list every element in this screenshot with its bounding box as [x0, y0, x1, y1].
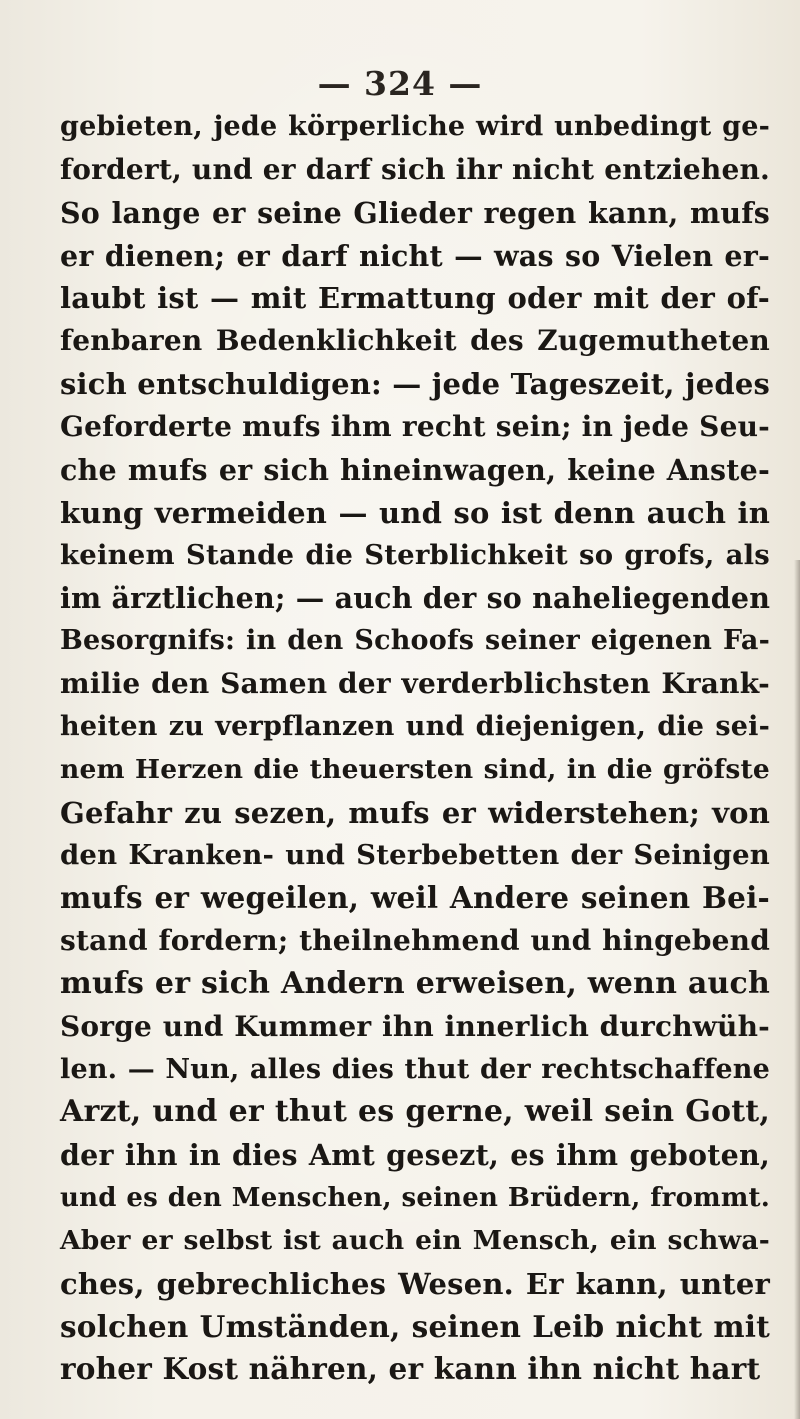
- text-line: Sorge und Kummer ihn innerlich durchwüh-: [60, 1009, 770, 1043]
- text-line: Arzt, und er thut es gerne, weil sein Gott,: [60, 1094, 770, 1130]
- text-line: er dienen; er darf nicht — was so Vielen er-: [60, 238, 770, 273]
- text-line: laubt ist — mit Ermattung oder mit der of-: [60, 281, 770, 316]
- text-line: den Kranken- und Sterbebetten der Seinigen: [60, 839, 770, 872]
- text-line: fenbaren Bedenklichkeit des Zugemutheten: [60, 324, 770, 358]
- text-line: gebieten, jede körperliche wird unbedingt ge-: [60, 111, 770, 142]
- text-line: mufs er wegeilen, weil Andere seinen Bei-: [60, 880, 770, 916]
- page-number-header: — 324 —: [317, 64, 483, 103]
- text-line: ches, gebrechliches Wesen. Er kann, unter: [60, 1266, 770, 1301]
- text-line: im ärztlichen; — auch der so naheliegenden: [60, 581, 771, 616]
- text-line: milie den Samen der verderblichsten Krank-: [60, 666, 770, 700]
- text-line: Aber er selbst ist auch ein Mensch, ein schwa-: [60, 1224, 770, 1256]
- text-line: kung vermeiden — und so ist denn auch in: [60, 495, 770, 530]
- text-line: mufs er sich Andern erweisen, wenn auch: [60, 965, 770, 1001]
- page-edge-shadow: [794, 560, 800, 1419]
- text-line: che mufs er sich hineinwagen, keine Anste-: [60, 452, 770, 487]
- text-line: solchen Umständen, seinen Leib nicht mit: [60, 1308, 770, 1344]
- text-line: stand fordern; theilnehmend und hingebend: [60, 924, 770, 958]
- text-line: und es den Menschen, seinen Brüdern, frommt.: [60, 1183, 770, 1214]
- text-line: der ihn in dies Amt gesezt, es ihm geboten,: [60, 1138, 770, 1173]
- text-line: sich entschuldigen: — jede Tageszeit, jedes: [60, 367, 770, 402]
- text-line: Besorgnifs: in den Schoofs seiner eigenen Fa-: [60, 625, 770, 657]
- text-line: fordert, und er darf sich ihr nicht entziehen.: [60, 152, 770, 186]
- body-text: [60, 106, 770, 1391]
- text-line: keinem Stande die Sterblichkeit so grofs, als: [60, 539, 770, 572]
- text-line: Geforderte mufs ihm recht sein; in jede Seu-: [60, 409, 770, 443]
- text-line: So lange er seine Glieder regen kann, mufs: [60, 195, 770, 230]
- text-line: len. — Nun, alles dies thut der rechtschaffene: [60, 1053, 770, 1085]
- text-line: heiten zu verpflanzen und diejenigen, die sei-: [60, 710, 770, 742]
- text-line: roher Kost nähren, er kann ihn nicht hart: [60, 1351, 761, 1387]
- text-line: Gefahr zu sezen, mufs er widerstehen; von: [60, 795, 770, 830]
- text-line: nem Herzen die theuersten sind, in die gröfste: [60, 753, 770, 785]
